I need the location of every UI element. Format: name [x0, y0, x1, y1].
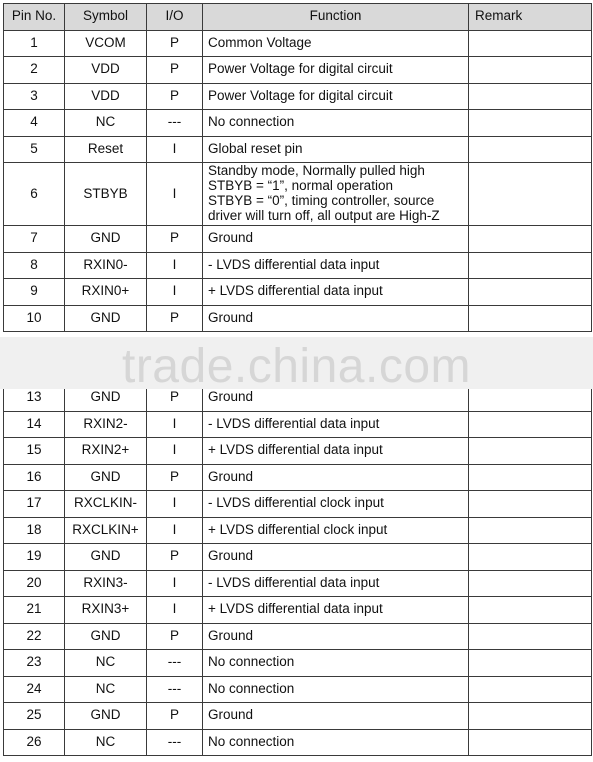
io-cell: I [147, 570, 203, 597]
pin-cell: 17 [4, 491, 65, 518]
pin-cell: 26 [4, 729, 65, 756]
function-cell [203, 163, 469, 226]
io-cell: --- [147, 729, 203, 756]
header-remark: Remark [469, 4, 592, 31]
table-row [4, 252, 592, 279]
io-cell: I [147, 491, 203, 518]
pin-cell: 13 [4, 385, 65, 412]
pin-cell: 20 [4, 570, 65, 597]
remark-cell [469, 676, 592, 703]
io-cell: P [147, 623, 203, 650]
remark-cell [469, 729, 592, 756]
function-line: Power Voltage for digital circuit [208, 87, 393, 103]
table-body-bottom [4, 385, 592, 756]
symbol-cell: RXIN2+ [65, 438, 147, 465]
symbol-cell: RXIN3+ [65, 597, 147, 624]
remark-cell [469, 570, 592, 597]
table-row [4, 650, 592, 677]
table-row [4, 57, 592, 84]
remark-cell [469, 464, 592, 491]
pin-cell: 7 [4, 226, 65, 253]
io-cell: P [147, 544, 203, 571]
io-cell: I [147, 163, 203, 226]
header-function: Function [203, 4, 469, 31]
io-cell: P [147, 464, 203, 491]
symbol-cell: GND [65, 623, 147, 650]
io-cell: P [147, 226, 203, 253]
remark-cell [469, 279, 592, 306]
function-line: + LVDS differential data input [208, 601, 383, 617]
header-io: I/O [147, 4, 203, 31]
header-row [4, 4, 592, 31]
function-cell [203, 279, 469, 306]
table-row [4, 491, 592, 518]
function-cell [203, 83, 469, 110]
io-cell: P [147, 385, 203, 412]
symbol-cell: GND [65, 464, 147, 491]
pin-cell: 8 [4, 252, 65, 279]
table-row [4, 464, 592, 491]
function-cell [203, 703, 469, 730]
table-row [4, 30, 592, 57]
function-line: Ground [208, 627, 254, 643]
remark-cell [469, 163, 592, 226]
pin-cell: 22 [4, 623, 65, 650]
function-line: Ground [208, 389, 254, 405]
function-cell [203, 597, 469, 624]
function-line: - LVDS differential data input [208, 574, 380, 590]
function-line: driver will turn off, all output are High-Z [208, 207, 440, 223]
function-line: Ground [208, 309, 254, 325]
watermark: trade.china.com [121, 340, 471, 393]
remark-cell [469, 597, 592, 624]
symbol-cell: NC [65, 676, 147, 703]
function-line: - LVDS differential data input [208, 256, 380, 272]
remark-cell [469, 110, 592, 137]
function-cell [203, 305, 469, 332]
symbol-cell: VDD [65, 83, 147, 110]
function-cell [203, 491, 469, 518]
io-cell: P [147, 57, 203, 84]
symbol-cell: VDD [65, 57, 147, 84]
io-cell: I [147, 438, 203, 465]
pin-cell: 14 [4, 411, 65, 438]
symbol-cell: RXCLKIN+ [65, 517, 147, 544]
pin-cell: 10 [4, 305, 65, 332]
pin-cell: 23 [4, 650, 65, 677]
remark-cell [469, 517, 592, 544]
function-cell [203, 438, 469, 465]
symbol-cell: NC [65, 650, 147, 677]
table-row [4, 676, 592, 703]
remark-cell [469, 57, 592, 84]
table-row [4, 136, 592, 163]
symbol-cell: GND [65, 226, 147, 253]
function-cell [203, 226, 469, 253]
symbol-cell: GND [65, 385, 147, 412]
pin-cell: 1 [4, 30, 65, 57]
symbol-cell: Reset [65, 136, 147, 163]
function-line: - LVDS differential clock input [208, 495, 384, 511]
table-row [4, 163, 592, 226]
function-cell [203, 729, 469, 756]
function-line: Global reset pin [208, 140, 303, 156]
table-body-top [4, 30, 592, 332]
function-line: Common Voltage [208, 34, 312, 50]
function-line: STBYB = “1”, normal operation [208, 178, 393, 194]
function-line: + LVDS differential data input [208, 442, 383, 458]
pin-cell: 15 [4, 438, 65, 465]
pin-cell: 4 [4, 110, 65, 137]
symbol-cell: GND [65, 703, 147, 730]
pin-cell: 9 [4, 279, 65, 306]
function-line: Ground [208, 707, 254, 723]
symbol-cell: RXIN0- [65, 252, 147, 279]
table-row [4, 570, 592, 597]
table-row [4, 411, 592, 438]
io-cell: I [147, 279, 203, 306]
watermark-band [0, 337, 593, 389]
pin-cell: 6 [4, 163, 65, 226]
pin-cell: 24 [4, 676, 65, 703]
function-cell [203, 30, 469, 57]
table-row [4, 703, 592, 730]
remark-cell [469, 491, 592, 518]
pin-cell: 18 [4, 517, 65, 544]
table-row [4, 83, 592, 110]
function-cell [203, 544, 469, 571]
symbol-cell: GND [65, 305, 147, 332]
function-cell [203, 623, 469, 650]
function-line: No connection [208, 114, 295, 130]
table-row [4, 305, 592, 332]
function-line: + LVDS differential data input [208, 283, 383, 299]
table-row [4, 226, 592, 253]
symbol-cell: GND [65, 544, 147, 571]
table-row [4, 110, 592, 137]
function-line: No connection [208, 733, 295, 749]
function-cell [203, 136, 469, 163]
function-line: No connection [208, 680, 295, 696]
io-cell: --- [147, 110, 203, 137]
function-line: Ground [208, 548, 254, 564]
function-line: - LVDS differential data input [208, 415, 380, 431]
table-row [4, 438, 592, 465]
table-row [4, 279, 592, 306]
header-pin: Pin No. [4, 4, 65, 31]
io-cell: --- [147, 676, 203, 703]
io-cell: I [147, 411, 203, 438]
function-line: Ground [208, 468, 254, 484]
table-row [4, 544, 592, 571]
symbol-cell: NC [65, 110, 147, 137]
header-symbol: Symbol [65, 4, 147, 31]
function-cell [203, 517, 469, 544]
remark-cell [469, 136, 592, 163]
symbol-cell: RXIN0+ [65, 279, 147, 306]
pin-cell: 3 [4, 83, 65, 110]
pin-cell: 16 [4, 464, 65, 491]
function-cell [203, 252, 469, 279]
function-cell [203, 464, 469, 491]
pin-cell: 2 [4, 57, 65, 84]
function-cell [203, 676, 469, 703]
io-cell: --- [147, 650, 203, 677]
symbol-cell: RXIN3- [65, 570, 147, 597]
io-cell: I [147, 136, 203, 163]
remark-cell [469, 30, 592, 57]
remark-cell [469, 226, 592, 253]
pin-cell: 5 [4, 136, 65, 163]
io-cell: P [147, 30, 203, 57]
symbol-cell: STBYB [65, 163, 147, 226]
table-row [4, 729, 592, 756]
pin-cell: 21 [4, 597, 65, 624]
remark-cell [469, 411, 592, 438]
remark-cell [469, 544, 592, 571]
io-cell: I [147, 252, 203, 279]
table-row [4, 597, 592, 624]
function-cell [203, 110, 469, 137]
function-line: No connection [208, 654, 295, 670]
function-line: Ground [208, 230, 254, 246]
function-line: Power Voltage for digital circuit [208, 61, 393, 77]
pin-cell: 25 [4, 703, 65, 730]
function-cell [203, 57, 469, 84]
remark-cell [469, 623, 592, 650]
table-row [4, 517, 592, 544]
remark-cell [469, 703, 592, 730]
remark-cell [469, 252, 592, 279]
remark-cell [469, 650, 592, 677]
symbol-cell: VCOM [65, 30, 147, 57]
io-cell: I [147, 517, 203, 544]
io-cell: P [147, 703, 203, 730]
function-line: Standby mode, Normally pulled high [208, 163, 425, 179]
pin-cell: 19 [4, 544, 65, 571]
remark-cell [469, 438, 592, 465]
table-row [4, 623, 592, 650]
function-cell [203, 570, 469, 597]
function-line: + LVDS differential clock input [208, 521, 388, 537]
io-cell: I [147, 597, 203, 624]
function-line: STBYB = “0”, timing controller, source [208, 193, 435, 208]
remark-cell [469, 83, 592, 110]
symbol-cell: NC [65, 729, 147, 756]
remark-cell [469, 305, 592, 332]
function-cell [203, 650, 469, 677]
io-cell: P [147, 305, 203, 332]
symbol-cell: RXIN2- [65, 411, 147, 438]
function-cell [203, 411, 469, 438]
symbol-cell: RXCLKIN- [65, 491, 147, 518]
io-cell: P [147, 83, 203, 110]
